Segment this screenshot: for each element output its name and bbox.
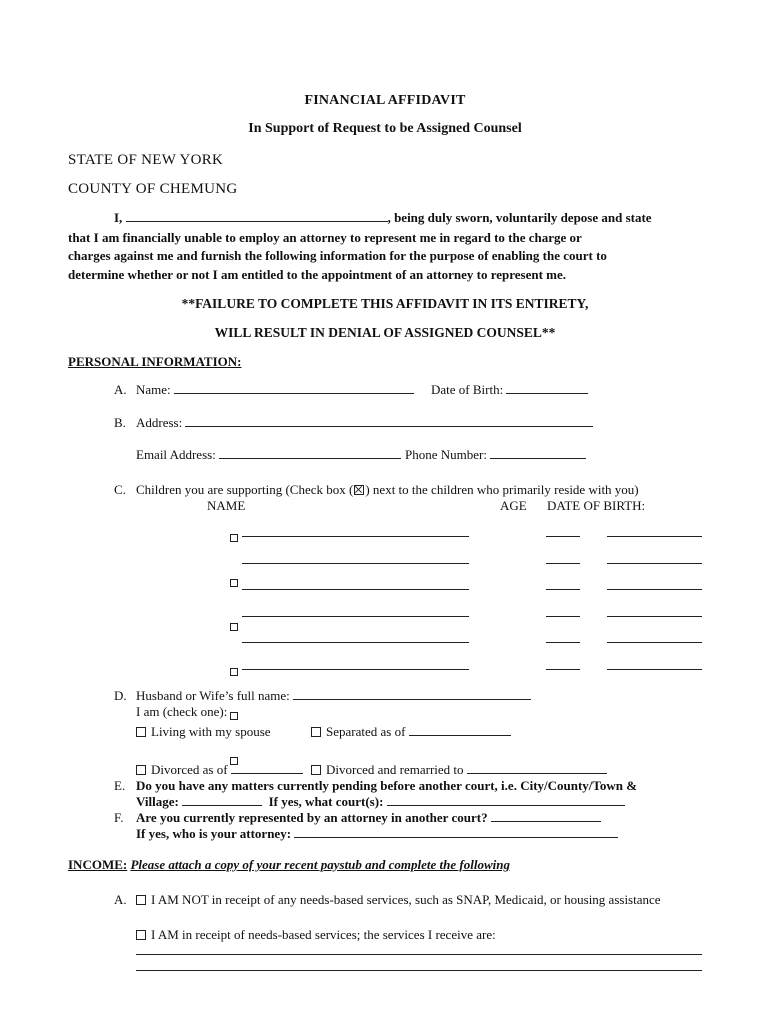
pending-matters-question: Do you have any matters currently pending before another court, i.e. City/County/Town & xyxy=(136,778,638,793)
children-instruction-pre: Children you are supporting (Check box ( xyxy=(136,482,354,497)
child-checkbox-icon[interactable] xyxy=(230,579,238,587)
child-row xyxy=(0,18,770,36)
child-checkbox-icon[interactable] xyxy=(230,668,238,676)
village-label: Village: xyxy=(136,794,179,809)
option-divorced-remarried[interactable] xyxy=(311,762,607,778)
village-field[interactable] xyxy=(182,794,262,806)
remarried-to-field[interactable] xyxy=(467,762,607,774)
option-divorced-remarried-label: Divorced and remarried to xyxy=(326,762,464,777)
child-name-field[interactable] xyxy=(242,536,469,537)
checkbox-icon[interactable] xyxy=(311,765,321,775)
child-name-field[interactable] xyxy=(242,616,469,617)
pending-matters-row xyxy=(136,794,625,810)
child-age-field[interactable] xyxy=(546,669,580,670)
option-separated-label: Separated as of xyxy=(326,724,406,739)
item-b-letter: B. xyxy=(114,415,126,430)
checkbox-icon[interactable] xyxy=(311,727,321,737)
child-age-field[interactable] xyxy=(546,563,580,564)
item-c-letter: C. xyxy=(114,482,126,497)
phone-field[interactable] xyxy=(490,447,586,459)
option-divorced[interactable] xyxy=(136,762,303,778)
email-field[interactable] xyxy=(219,447,401,459)
child-name-field[interactable] xyxy=(242,589,469,590)
separated-date-field[interactable] xyxy=(409,724,511,736)
affiant-name-field[interactable] xyxy=(126,210,388,222)
represented-row xyxy=(136,810,601,826)
checkbox-icon[interactable] xyxy=(136,765,146,775)
child-age-field[interactable] xyxy=(546,589,580,590)
check-one-label: I am (check one): xyxy=(136,704,228,719)
child-dob-field[interactable] xyxy=(607,616,702,617)
child-name-field[interactable] xyxy=(242,642,469,643)
spouse-row xyxy=(136,688,531,704)
income-a-letter: A. xyxy=(114,892,127,907)
child-age-field[interactable] xyxy=(546,642,580,643)
personal-information-heading: PERSONAL INFORMATION: xyxy=(68,354,242,369)
intro-line-4: determine whether or not I am entitled to the appointment of an attorney to represent me. xyxy=(68,267,567,282)
children-col-age: AGE xyxy=(500,498,527,513)
option-not-receiving-services[interactable] xyxy=(136,892,661,908)
represented-question: Are you currently represented by an attorney in another court? xyxy=(136,810,488,825)
option-living-with-spouse[interactable] xyxy=(136,724,271,740)
child-name-field[interactable] xyxy=(242,669,469,670)
intro-suffix: , being duly sworn, voluntarily depose and state xyxy=(387,210,652,225)
address-label: Address: xyxy=(136,415,183,430)
checked-box-icon xyxy=(354,485,364,495)
form-subtitle: In Support of Request to be Assigned Counsel xyxy=(248,121,522,136)
child-row xyxy=(0,72,770,90)
intro-line-1 xyxy=(114,210,652,226)
option-receiving-services[interactable] xyxy=(136,927,496,943)
attorney-label: If yes, who is your attorney: xyxy=(136,826,292,841)
services-line-2[interactable] xyxy=(136,970,702,971)
income-instruction: Please attach a copy of your recent paystub and complete the following xyxy=(130,857,510,872)
dob-row xyxy=(431,382,588,398)
child-dob-field[interactable] xyxy=(607,669,702,670)
phone-row xyxy=(405,447,586,463)
name-field[interactable] xyxy=(174,382,414,394)
services-line-1[interactable] xyxy=(136,954,702,955)
address-field[interactable] xyxy=(185,415,593,427)
attorney-name-field[interactable] xyxy=(294,826,618,838)
child-dob-field[interactable] xyxy=(607,563,702,564)
dob-label: Date of Birth: xyxy=(431,382,504,397)
checkbox-icon[interactable] xyxy=(136,930,146,940)
attorney-row xyxy=(136,826,618,842)
checkbox-icon[interactable] xyxy=(136,727,146,737)
children-instruction-post: ) next to the children who primarily reside with you) xyxy=(365,482,639,497)
income-heading: INCOME: xyxy=(68,857,128,872)
item-e-letter: E. xyxy=(114,778,126,793)
which-courts-field[interactable] xyxy=(387,794,625,806)
form-title: FINANCIAL AFFIDAVIT xyxy=(304,93,466,108)
spouse-label: Husband or Wife’s full name: xyxy=(136,688,290,703)
child-row xyxy=(0,0,770,18)
option-living-label: Living with my spouse xyxy=(151,724,271,739)
child-name-field[interactable] xyxy=(242,563,469,564)
address-row xyxy=(136,415,593,431)
option-separated[interactable] xyxy=(311,724,511,740)
child-age-field[interactable] xyxy=(546,616,580,617)
state-label: STATE OF NEW YORK xyxy=(68,152,224,168)
phone-label: Phone Number: xyxy=(405,447,487,462)
income-heading-row xyxy=(68,857,510,873)
represented-field[interactable] xyxy=(491,810,601,822)
warning-line-1: **FAILURE TO COMPLETE THIS AFFIDAVIT IN ITS ENTIRETY, xyxy=(181,296,589,311)
warning-line-2: WILL RESULT IN DENIAL OF ASSIGNED COUNSEL** xyxy=(214,325,556,340)
spouse-name-field[interactable] xyxy=(293,688,531,700)
child-checkbox-icon[interactable] xyxy=(230,712,238,720)
item-f-letter: F. xyxy=(114,810,124,825)
checkbox-icon[interactable] xyxy=(136,895,146,905)
item-d-letter: D. xyxy=(114,688,127,703)
child-dob-field[interactable] xyxy=(607,642,702,643)
dob-field[interactable] xyxy=(506,382,588,394)
email-row xyxy=(136,447,401,463)
child-age-field[interactable] xyxy=(546,536,580,537)
child-row xyxy=(0,36,770,54)
intro-line-3: charges against me and furnish the following information for the purpose of enabling the court to xyxy=(68,248,607,263)
which-courts-label: If yes, what court(s): xyxy=(268,794,384,809)
child-row xyxy=(0,54,770,72)
child-checkbox-icon[interactable] xyxy=(230,623,238,631)
county-label: COUNTY OF CHEMUNG xyxy=(68,181,238,197)
children-table xyxy=(0,0,770,108)
option-not-receiving-label: I AM NOT in receipt of any needs-based services, such as SNAP, Medicaid, or housing assistance xyxy=(151,892,661,907)
option-receiving-label: I AM in receipt of needs-based services; the services I receive are: xyxy=(151,927,496,942)
child-dob-field[interactable] xyxy=(607,536,702,537)
intro-line-2: that I am financially unable to employ an attorney to represent me in regard to the charge or xyxy=(68,230,582,245)
intro-prefix: I, xyxy=(114,210,123,225)
child-dob-field[interactable] xyxy=(607,589,702,590)
name-row xyxy=(136,382,414,398)
children-col-name: NAME xyxy=(207,498,246,513)
email-label: Email Address: xyxy=(136,447,216,462)
item-a-letter: A. xyxy=(114,382,127,397)
children-instruction xyxy=(136,482,639,498)
option-divorced-label: Divorced as of xyxy=(151,762,228,777)
children-col-dob: DATE OF BIRTH: xyxy=(547,498,646,513)
divorced-date-field[interactable] xyxy=(231,762,303,774)
child-checkbox-icon[interactable] xyxy=(230,534,238,542)
name-label: Name: xyxy=(136,382,171,397)
